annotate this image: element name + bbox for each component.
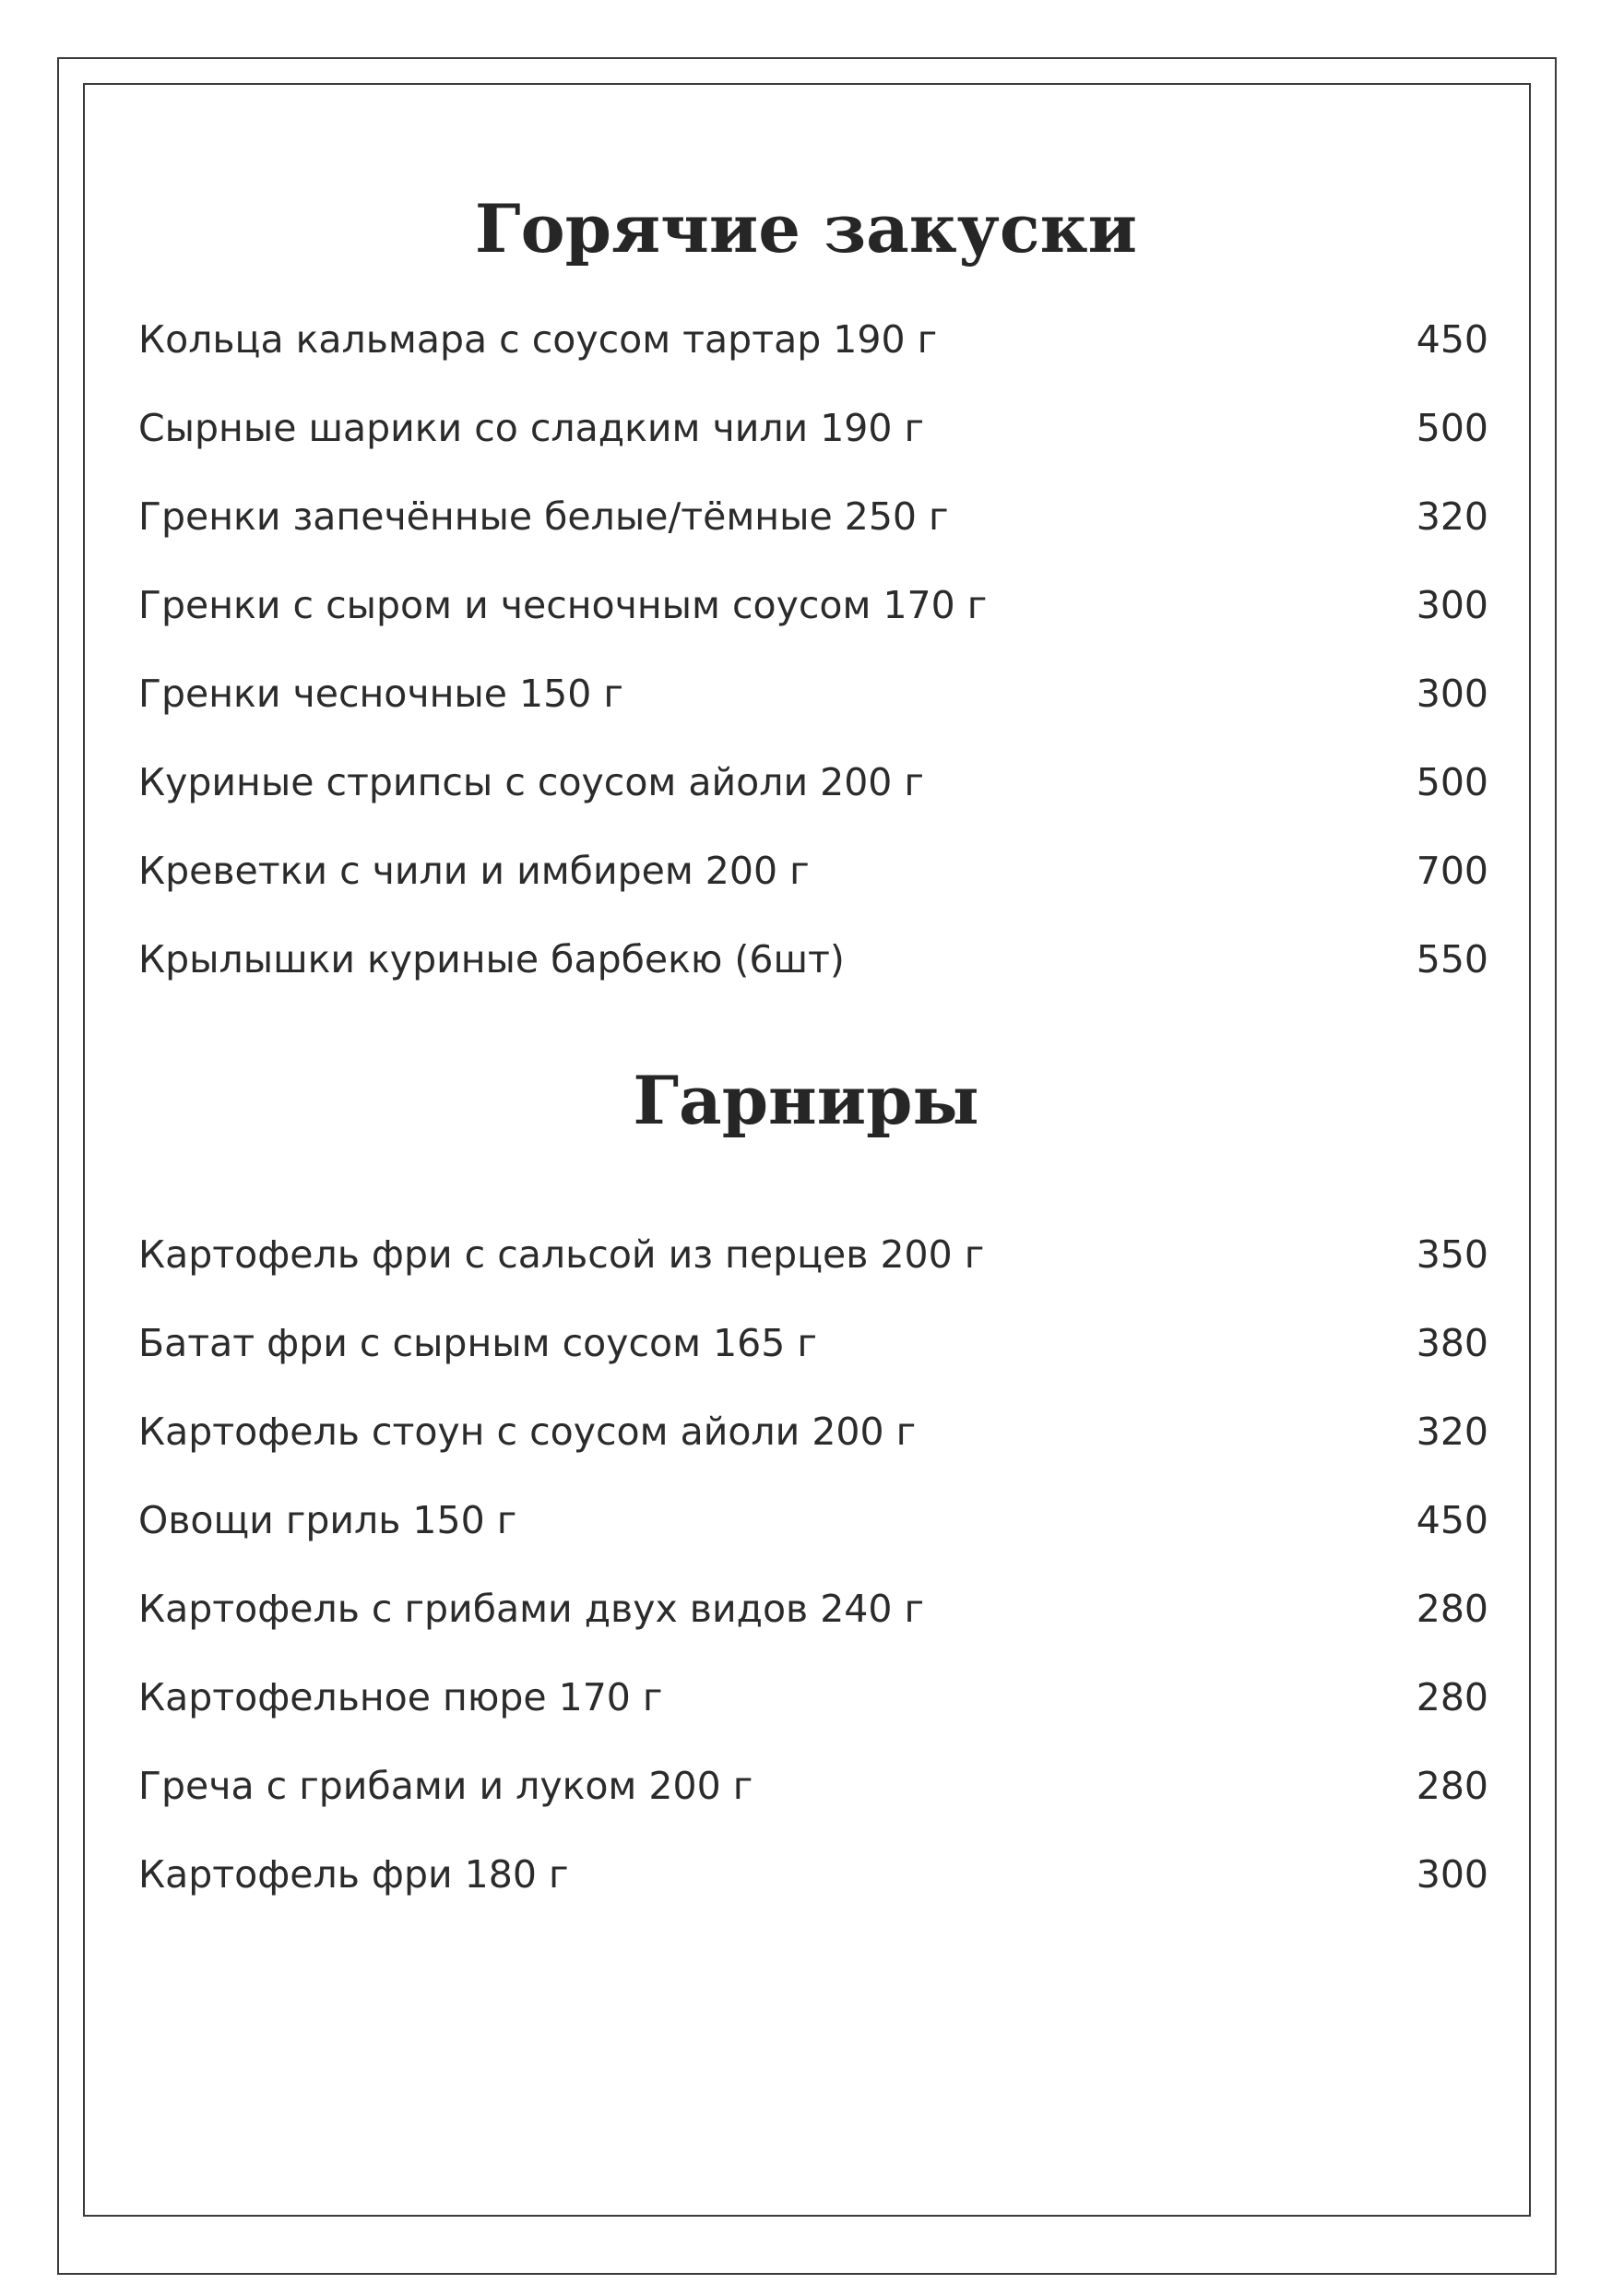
menu-item bbox=[138, 1476, 1488, 1564]
menu-item-name: Греча с грибами и луком 200 г bbox=[138, 1764, 753, 1808]
section-title-side-dishes: Гарниры bbox=[633, 1061, 979, 1139]
menu-item bbox=[138, 384, 1488, 472]
menu-item bbox=[138, 738, 1488, 827]
menu-item-price: 500 bbox=[1416, 406, 1488, 450]
section-title-hot-appetizers: Горячие закуски bbox=[474, 189, 1138, 268]
menu-list-side-dishes bbox=[138, 1210, 1488, 1919]
menu-item bbox=[138, 1830, 1488, 1919]
menu-item-price: 300 bbox=[1416, 583, 1488, 627]
menu-item bbox=[138, 827, 1488, 915]
menu-item-name: Куриные стрипсы с соусом айоли 200 г bbox=[138, 760, 924, 804]
menu-item-name: Крылышки куриные барбекю (6шт) bbox=[138, 937, 845, 981]
menu-item-name: Гренки запечённые белые/тёмные 250 г bbox=[138, 494, 949, 539]
menu-item-name: Сырные шарики со сладким чили 190 г bbox=[138, 406, 925, 450]
menu-item-price: 280 bbox=[1416, 1587, 1488, 1631]
menu-item-name: Картофель с грибами двух видов 240 г bbox=[138, 1587, 925, 1631]
menu-item-price: 300 bbox=[1416, 1852, 1488, 1897]
menu-item-price: 300 bbox=[1416, 672, 1488, 716]
menu-item-price: 550 bbox=[1416, 937, 1488, 981]
menu-list-hot-appetizers bbox=[138, 295, 1488, 1004]
menu-item-price: 380 bbox=[1416, 1321, 1488, 1365]
menu-item bbox=[138, 1653, 1488, 1742]
menu-item bbox=[138, 1564, 1488, 1653]
menu-item-price: 280 bbox=[1416, 1675, 1488, 1719]
menu-item-name: Картофельное пюре 170 г bbox=[138, 1675, 663, 1719]
menu-item bbox=[138, 472, 1488, 561]
menu-item-price: 700 bbox=[1416, 849, 1488, 893]
menu-item bbox=[138, 649, 1488, 738]
menu-item bbox=[138, 561, 1488, 649]
menu-item-price: 320 bbox=[1416, 494, 1488, 539]
menu-item bbox=[138, 915, 1488, 1004]
menu-item bbox=[138, 1299, 1488, 1387]
menu-item-name: Креветки с чили и имбирем 200 г bbox=[138, 849, 810, 893]
menu-item-price: 350 bbox=[1416, 1232, 1488, 1277]
menu-item-name: Картофель фри 180 г bbox=[138, 1852, 569, 1897]
menu-item bbox=[138, 1742, 1488, 1830]
menu-item-name: Картофель стоун с соусом айоли 200 г bbox=[138, 1410, 917, 1454]
menu-item-price: 320 bbox=[1416, 1410, 1488, 1454]
menu-item bbox=[138, 1387, 1488, 1476]
menu-item bbox=[138, 295, 1488, 384]
menu-item bbox=[138, 1210, 1488, 1299]
menu-item-price: 280 bbox=[1416, 1764, 1488, 1808]
menu-item-price: 450 bbox=[1416, 1498, 1488, 1542]
menu-item-price: 500 bbox=[1416, 760, 1488, 804]
menu-item-price: 450 bbox=[1416, 317, 1488, 362]
menu-item-name: Кольца кальмара с соусом тартар 190 г bbox=[138, 317, 938, 362]
menu-item-name: Картофель фри с сальсой из перцев 200 г bbox=[138, 1232, 985, 1277]
menu-item-name: Овощи гриль 150 г bbox=[138, 1498, 517, 1542]
menu-item-name: Батат фри с сырным соусом 165 г bbox=[138, 1321, 817, 1365]
menu-item-name: Гренки чесночные 150 г bbox=[138, 672, 623, 716]
menu-item-name: Гренки с сыром и чесночным соусом 170 г bbox=[138, 583, 988, 627]
